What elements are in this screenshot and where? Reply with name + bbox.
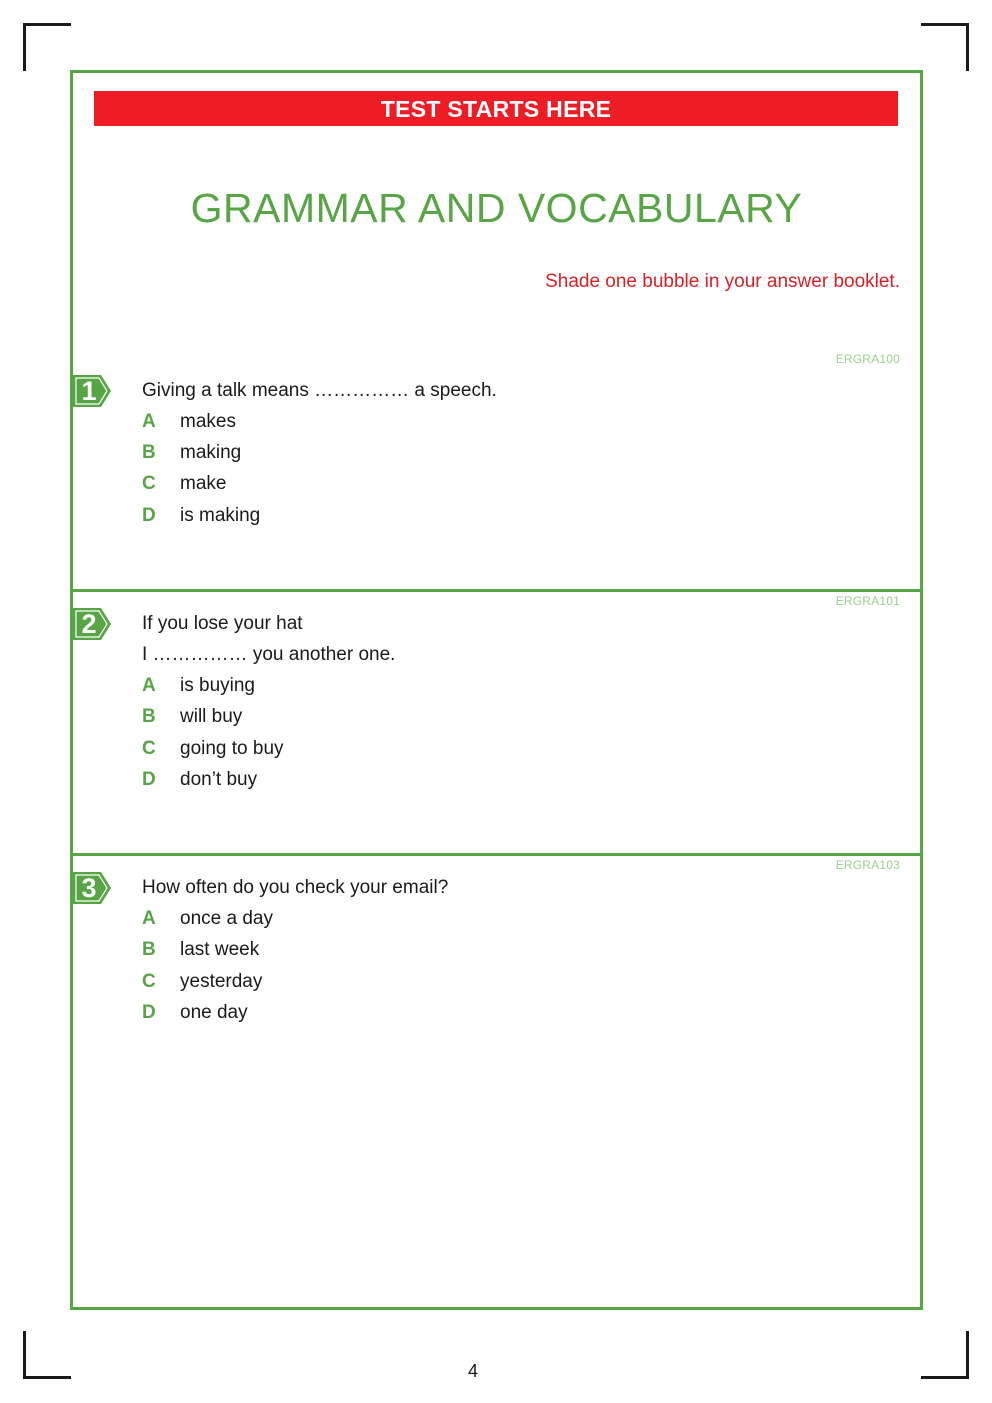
question-number-badge [73,608,111,640]
option-letter: D [142,505,156,526]
option-letter: A [142,675,156,696]
option-letter: B [142,442,156,463]
question-number: 2 [81,609,97,639]
option-text: make [180,473,227,494]
answer-option[interactable] [142,1002,248,1024]
answer-option[interactable] [142,908,273,930]
answer-option[interactable] [142,706,242,728]
answer-option[interactable] [142,675,255,697]
option-text: is buying [180,675,255,696]
crop-mark-bottom-right-v [966,1331,969,1379]
option-text: last week [180,939,260,960]
crop-mark-top-right-h [921,23,969,26]
question-divider [73,853,920,856]
option-letter: B [142,939,156,960]
option-letter: D [142,1002,156,1023]
crop-mark-top-left-v [23,23,26,71]
option-letter: D [142,769,156,790]
option-letter: A [142,908,156,929]
question-text: Giving a talk means …………… a speech. [142,380,497,401]
option-text: once a day [180,908,273,929]
answer-option[interactable] [142,971,262,993]
option-letter: A [142,411,156,432]
question-number-badge [73,375,111,407]
question-number: 3 [81,873,97,903]
option-text: will buy [180,706,243,727]
answer-option[interactable] [142,939,259,961]
page-number: 4 [467,1361,478,1381]
option-text: is making [180,505,261,526]
option-text: makes [180,411,236,432]
option-text: going to buy [180,738,284,759]
option-text: making [180,442,242,463]
answer-option[interactable] [142,769,257,791]
option-letter: C [142,473,156,494]
answer-option[interactable] [142,411,236,433]
question-number: 1 [81,376,97,406]
option-letter: C [142,738,156,759]
answer-option[interactable] [142,442,241,464]
question-code: ERGRA101 [835,594,900,608]
question-text: I …………… you another one. [142,644,396,665]
crop-mark-top-right-v [966,23,969,71]
option-letter: C [142,971,156,992]
option-text: one day [180,1002,248,1023]
answer-option[interactable] [142,473,226,495]
crop-mark-top-left-h [23,23,71,26]
option-text: yesterday [180,971,263,992]
question-text: If you lose your hat [142,613,303,634]
option-text: don’t buy [180,769,258,790]
question-code: ERGRA100 [835,352,900,366]
question-divider [73,589,920,592]
section-title: GRAMMAR AND VOCABULARY [190,185,803,231]
instruction-text: Shade one bubble in your answer booklet. [545,271,900,292]
test-starts-banner: TEST STARTS HERE [94,91,898,126]
question-text: How often do you check your email? [142,877,449,898]
option-letter: B [142,706,156,727]
question-number-badge [73,872,111,904]
answer-option[interactable] [142,505,260,527]
answer-option[interactable] [142,738,284,760]
test-frame [70,70,923,1310]
question-code: ERGRA103 [835,858,900,872]
